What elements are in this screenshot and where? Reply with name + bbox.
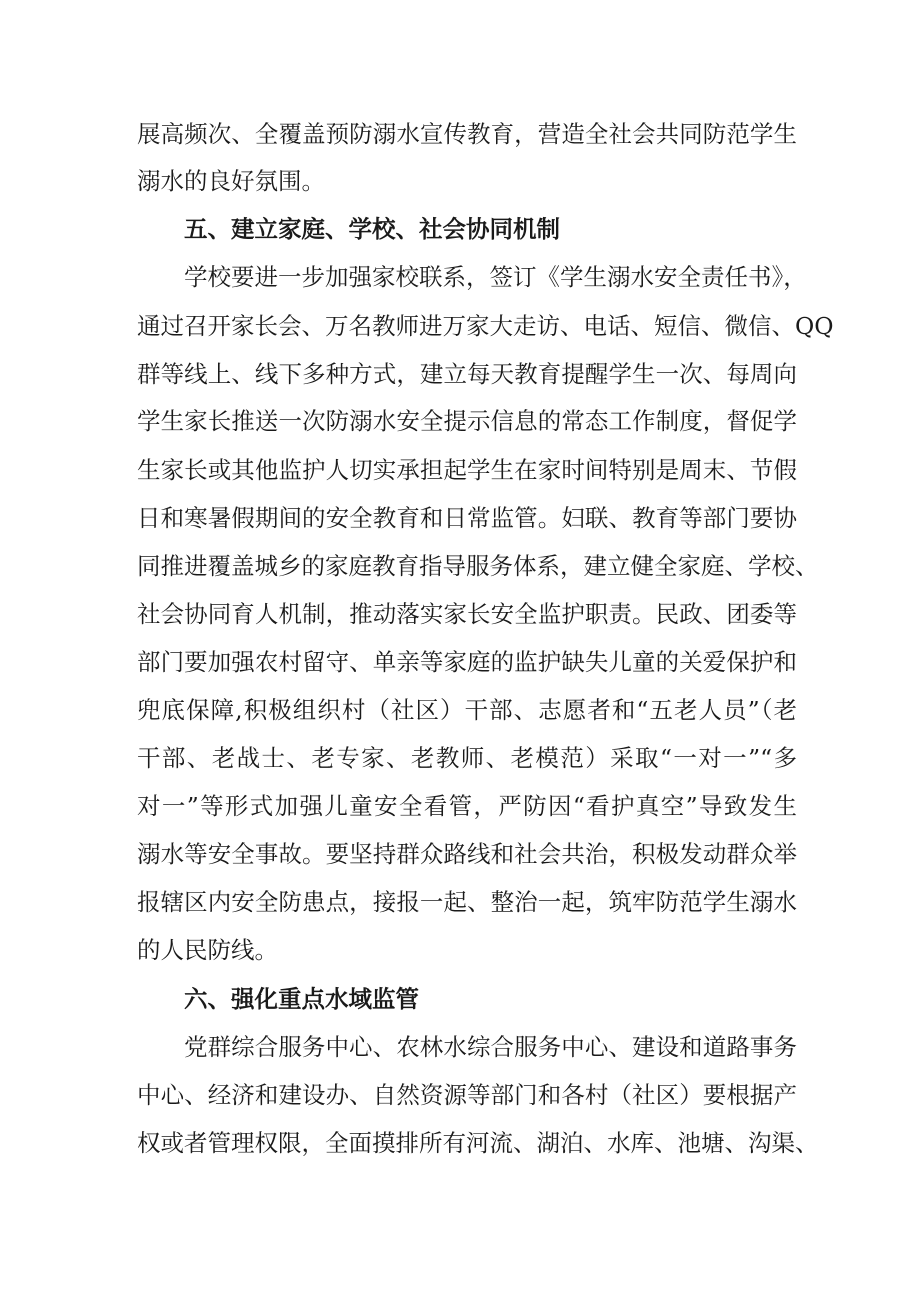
section-heading-6: 六、强化重点水域监管 <box>184 985 419 1013</box>
paragraph-line: 溺水的良好氛围。 <box>137 167 325 195</box>
paragraph-line: 兜底保障,积极组织村（社区）干部、志愿者和“五老人员”（老 <box>137 696 797 724</box>
paragraph-line: 展高频次、全覆盖预防溺水宣传教育，营造全社会共同防范学生 <box>137 120 797 148</box>
paragraph-line: 部门要加强农村留守、单亲等家庭的监护缺失儿童的关爱保护和 <box>137 648 797 676</box>
paragraph-line: 同推进覆盖城乡的家庭教育指导服务体系，建立健全家庭、学校、 <box>137 552 819 580</box>
paragraph-line: 通过召开家长会、万名教师进万家大走访、电话、短信、微信、QQ <box>137 312 834 340</box>
paragraph-line: 权或者管理权限，全面摸排所有河流、湖泊、水库、池塘、沟渠、 <box>137 1129 819 1157</box>
paragraph-line: 溺水等安全事故。要坚持群众路线和社会共治，积极发动群众举 <box>137 840 797 868</box>
paragraph-line: 党群综合服务中心、农林水综合服务中心、建设和道路事务 <box>184 1033 797 1061</box>
paragraph-line: 群等线上、线下多种方式，建立每天教育提醒学生一次、每周向 <box>137 360 797 388</box>
section-heading-5: 五、建立家庭、学校、社会协同机制 <box>184 215 560 243</box>
paragraph-line: 生家长或其他监护人切实承担起学生在家时间特别是周末、节假 <box>137 456 797 484</box>
paragraph-line: 报辖区内安全防患点，接报一起、整治一起，筑牢防范学生溺水 <box>137 888 797 916</box>
paragraph-line: 的人民防线。 <box>137 936 278 964</box>
paragraph-line: 学生家长推送一次防溺水安全提示信息的常态工作制度，督促学 <box>137 407 797 435</box>
paragraph-line: 中心、经济和建设办、自然资源等部门和各村（社区）要根据产 <box>137 1081 797 1109</box>
paragraph-line: 对一”等形式加强儿童安全看管，严防因“看护真空”导致发生 <box>137 792 797 820</box>
paragraph-line: 学校要进一步加强家校联系，签订《学生溺水安全责任书》， <box>184 263 807 291</box>
paragraph-line: 社会协同育人机制，推动落实家长安全监护职责。民政、团委等 <box>137 600 797 628</box>
paragraph-line: 干部、老战士、老专家、老教师、老模范）采取“一对一”“多 <box>137 744 797 772</box>
paragraph-line: 日和寒暑假期间的安全教育和日常监管。妇联、教育等部门要协 <box>137 504 797 532</box>
